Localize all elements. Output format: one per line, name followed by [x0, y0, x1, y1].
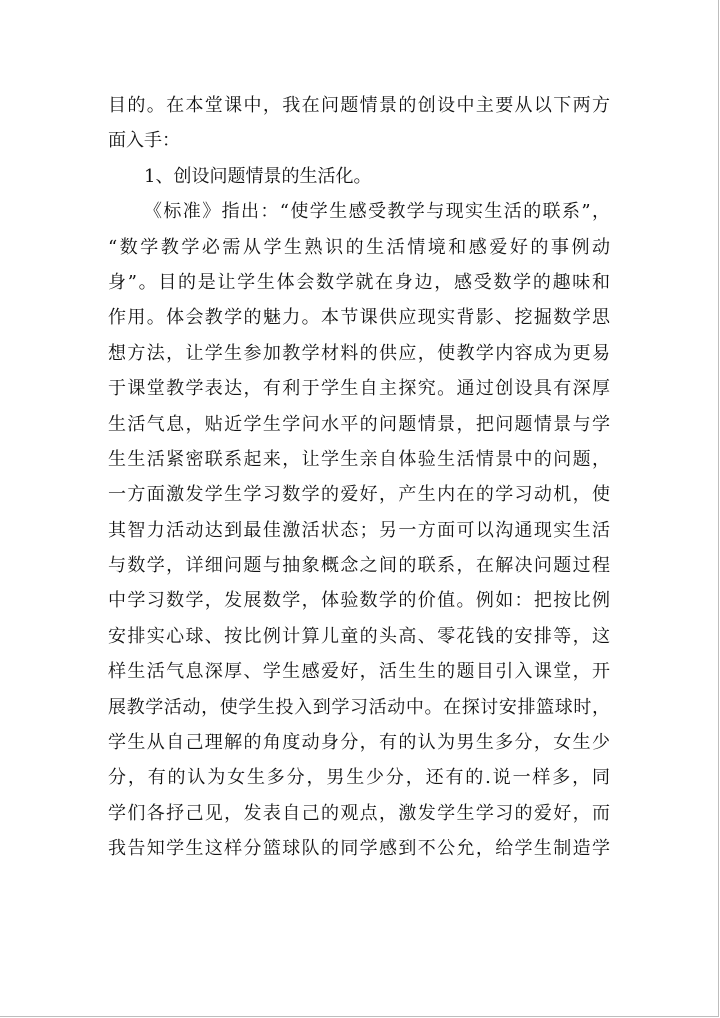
paragraph-line: 展教学活动，使学生投入到学习活动中。在探讨安排篮球时，	[108, 696, 610, 718]
paragraph-line: 《标准》指出：“使学生感受教学与现实生活的联系”，	[144, 201, 610, 223]
paragraph-line: 样生活气息深厚、学生感爱好，活生生的题目引入课堂，开	[108, 661, 610, 683]
paragraph-line: 安排实心球、按比例计算儿童的头高、零花钱的安排等，这	[108, 625, 610, 647]
section-heading: 1、创设问题情景的生活化。	[144, 165, 372, 187]
paragraph-line: 面入手：	[108, 130, 180, 152]
paragraph-line: 生活气息，贴近学生学问水平的问题情景，把问题情景与学	[108, 413, 610, 435]
document-body	[108, 88, 610, 867]
paragraph-line: 学们各抒己见，发表自己的观点，激发学生学习的爱好，而	[108, 802, 610, 824]
paragraph-line: 生生活紧密联系起来，让学生亲自体验生活情景中的问题，	[108, 448, 610, 470]
paragraph-line: 我告知学生这样分篮球队的同学感到不公允，给学生制造学	[108, 838, 610, 860]
paragraph-line: 学生从自己理解的角度动身分，有的认为男生多分，女生少	[108, 732, 610, 754]
paragraph-line: 目的。在本堂课中，我在问题情景的创设中主要从以下两方	[108, 95, 610, 116]
paragraph-line: 分，有的认为女生多分，男生少分，还有的.说一样多，同	[108, 767, 610, 789]
paragraph-line: 中学习数学，发展数学，体验数学的价值。例如：把按比例	[108, 590, 610, 612]
paragraph-line: 身”。目的是让学生体会数学就在身边，感受数学的趣味和	[108, 271, 610, 293]
paragraph-line: 想方法，让学生参加教学材料的供应，使教学内容成为更易	[108, 342, 610, 364]
paragraph-line: 作用。体会教学的魅力。本节课供应现实背影、挖掘数学思	[108, 307, 610, 329]
paragraph-line: 与数学，详细问题与抽象概念之间的联系，在解决问题过程	[108, 555, 610, 577]
paragraph-line: 一方面激发学生学习数学的爱好，产生内在的学习动机，使	[108, 484, 610, 506]
paragraph-line: “数学教学必需从学生熟识的生活情境和感爱好的事例动	[108, 236, 610, 258]
paragraph-line: 于课堂教学表达，有利于学生自主探究。通过创设具有深厚	[108, 378, 610, 400]
paragraph-line: 其智力活动达到最佳激活状态；另一方面可以沟通现实生活	[108, 519, 610, 541]
